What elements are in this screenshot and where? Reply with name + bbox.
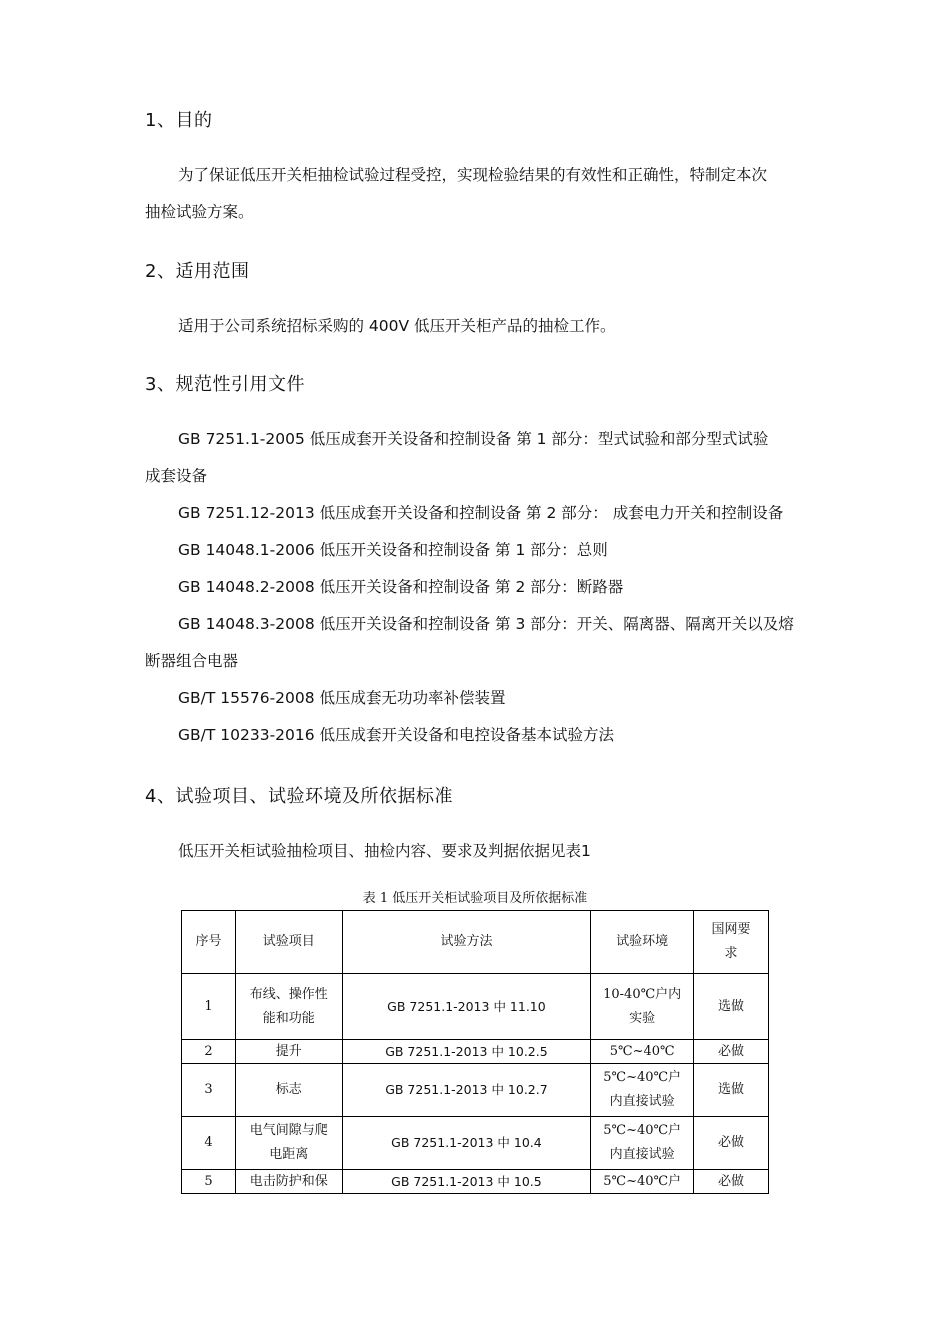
cell-requirement: 必做 <box>694 1117 769 1170</box>
tests-intro: 低压开关柜试验抽检项目、抽检内容、要求及判据依据见表1 <box>178 842 591 860</box>
cell-no: 2 <box>182 1040 236 1064</box>
table-row <box>182 1064 769 1117</box>
cell-item: 标志 <box>235 1064 342 1117</box>
reference-line: GB 14048.2-2008 低压开关设备和控制设备 第 2 部分：断路器 <box>178 578 624 596</box>
purpose-line-2: 抽检试验方案。 <box>145 203 254 221</box>
cell-method: GB 7251.1-2013 中 10.2.5 <box>342 1040 590 1064</box>
purpose-paragraph <box>145 157 810 231</box>
cell-env-line1: 5℃~40℃户 <box>603 1070 682 1085</box>
cell-item: 电击防护和保 <box>235 1170 342 1194</box>
cell-env: 5℃~40℃ <box>591 1040 694 1064</box>
cell-no: 5 <box>182 1170 236 1194</box>
cell-no: 3 <box>182 1064 236 1117</box>
cell-env <box>591 1064 694 1117</box>
reference-line-cont: 成套设备 <box>145 467 208 485</box>
header-requirement <box>694 911 769 974</box>
scope-text: 适用于公司系统招标采购的 400V 低压开关柜产品的抽检工作。 <box>178 317 616 335</box>
cell-item <box>235 974 342 1040</box>
reference-line: GB 14048.3-2008 低压开关设备和控制设备 第 3 部分：开关、隔离器、隔离开关以及熔 <box>178 615 794 633</box>
cell-item-line2: 电距离 <box>269 1147 309 1162</box>
reference-item <box>145 532 810 569</box>
header-requirement-line2: 求 <box>724 946 738 961</box>
cell-env-line1: 10-40℃户内 <box>603 986 682 1002</box>
scope-paragraph <box>145 308 810 345</box>
reference-line: GB/T 15576-2008 低压成套无功功率补偿装置 <box>178 689 506 707</box>
cell-requirement: 必做 <box>694 1040 769 1064</box>
cell-env-line1: 5℃~40℃户 <box>603 1123 682 1138</box>
reference-line: GB 7251.12-2013 低压成套开关设备和控制设备 第 2 部分： 成套电力开关和控制设备 <box>178 504 784 522</box>
reference-line-cont: 断器组合电器 <box>145 652 239 670</box>
table-row <box>182 1040 769 1064</box>
table-row <box>182 1170 769 1194</box>
reference-item <box>145 717 810 754</box>
cell-method: GB 7251.1-2013 中 10.2.7 <box>342 1064 590 1117</box>
reference-line: GB 14048.1-2006 低压开关设备和控制设备 第 1 部分：总则 <box>178 541 608 559</box>
reference-item <box>145 606 810 680</box>
tests-intro-paragraph <box>145 833 810 870</box>
table-caption: 表 1 低压开关柜试验项目及所依据标准 <box>362 891 588 906</box>
section-heading-scope: 2、适用范围 <box>145 261 250 282</box>
table-row <box>182 974 769 1040</box>
table-row <box>182 1117 769 1170</box>
header-item: 试验项目 <box>235 911 342 974</box>
reference-item <box>145 680 810 717</box>
cell-item-line2: 能和功能 <box>262 1010 315 1026</box>
cell-method: GB 7251.1-2013 中 10.4 <box>342 1117 590 1170</box>
reference-line: GB 7251.1-2005 低压成套开关设备和控制设备 第 1 部分：型式试验和部分型式试验 <box>178 430 769 448</box>
section-heading-purpose: 1、目的 <box>145 110 213 131</box>
reference-list <box>145 421 810 754</box>
cell-env <box>591 974 694 1040</box>
reference-line: GB/T 10233-2016 低压成套开关设备和电控设备基本试验方法 <box>178 726 615 744</box>
cell-env-line2: 实验 <box>629 1010 656 1026</box>
cell-item-line1: 布线、操作性 <box>249 986 328 1002</box>
cell-env-line2: 内直接试验 <box>609 1094 675 1109</box>
purpose-line-1: 为了保证低压开关柜抽检试验过程受控，实现检验结果的有效性和正确性，特制定本次 <box>178 166 768 184</box>
cell-env <box>591 1117 694 1170</box>
header-requirement-line1: 国网要 <box>711 922 751 937</box>
cell-env: 5℃~40℃户 <box>591 1170 694 1194</box>
cell-requirement: 选做 <box>694 1064 769 1117</box>
cell-item-line1: 电气间隙与爬 <box>249 1123 328 1138</box>
cell-requirement: 必做 <box>694 1170 769 1194</box>
cell-requirement: 选做 <box>694 974 769 1040</box>
reference-item <box>145 421 810 495</box>
reference-item <box>145 569 810 606</box>
header-no: 序号 <box>182 911 236 974</box>
cell-item: 提升 <box>235 1040 342 1064</box>
table-header-row <box>182 911 769 974</box>
reference-item <box>145 495 810 532</box>
cell-item <box>235 1117 342 1170</box>
header-env: 试验环境 <box>591 911 694 974</box>
header-method: 试验方法 <box>342 911 590 974</box>
section-heading-tests: 4、试验项目、试验环境及所依据标准 <box>145 786 453 807</box>
cell-env-line2: 内直接试验 <box>609 1147 675 1162</box>
cell-no: 4 <box>182 1117 236 1170</box>
test-items-table <box>181 910 769 1194</box>
cell-method: GB 7251.1-2013 中 10.5 <box>342 1170 590 1194</box>
cell-no: 1 <box>182 974 236 1040</box>
section-heading-references: 3、规范性引用文件 <box>145 374 305 395</box>
cell-method: GB 7251.1-2013 中 11.10 <box>342 974 590 1040</box>
